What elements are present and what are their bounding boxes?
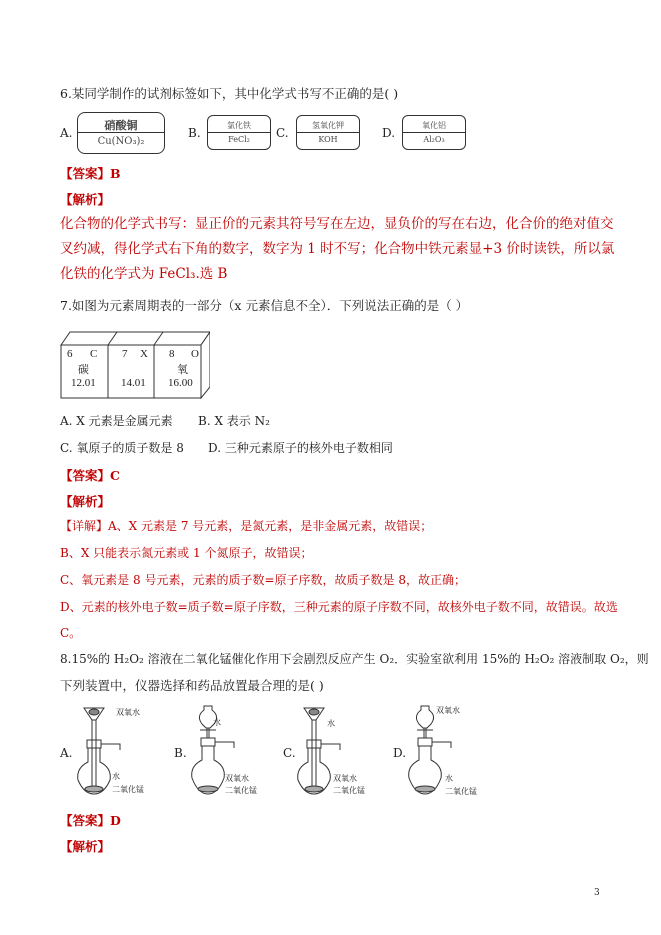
divider xyxy=(297,132,359,133)
q8-analysis-label: 【解析】 xyxy=(60,839,111,854)
q8-option-c-letter: C. xyxy=(283,746,296,760)
cell-x-symbol: X xyxy=(140,348,148,360)
q6-option-a-letter: A. xyxy=(60,126,73,140)
q7-detail-line: B、X 只能表示氮元素或 1 个氮原子，故错误； xyxy=(60,546,313,560)
q6-option-d-label xyxy=(402,115,466,150)
q6-option-c-name: 氢氧化钾 xyxy=(312,121,344,130)
q7-option-d: D. 三种元素原子的核外电子数相同 xyxy=(208,441,393,455)
apparatus-b-label1: 水 xyxy=(213,718,221,727)
cell-o-mass: 16.00 xyxy=(168,377,193,389)
apparatus-c-label2: 双氧水 xyxy=(333,774,357,783)
q6-stem: 6.某同学制作的试剂标签如下，其中化学式书写不正确的是( ) xyxy=(60,86,399,101)
cell-c-symbol: C xyxy=(90,348,98,360)
q8-option-b-letter: B. xyxy=(174,746,187,760)
q8-option-a-letter: A. xyxy=(60,746,73,760)
q6-option-c-label xyxy=(296,115,360,150)
q6-option-b-letter: B. xyxy=(188,126,201,140)
q7-analysis-label: 【解析】 xyxy=(60,494,111,509)
apparatus-a-label2: 水 xyxy=(112,772,120,781)
divider xyxy=(78,132,164,133)
q8-answer: 【答案】D xyxy=(60,813,121,828)
q7-option-b: B. X 表示 N₂ xyxy=(198,414,270,428)
cell-x-mass: 14.01 xyxy=(121,377,146,389)
q6-explanation-line: 化铁的化学式为 FeCl₃.选 B xyxy=(60,266,228,282)
q6-option-a-name: 硝酸铜 xyxy=(104,119,138,132)
apparatus-a-label3: 二氧化锰 xyxy=(112,785,144,794)
q7-answer: 【答案】C xyxy=(60,468,120,483)
q6-option-c-letter: C. xyxy=(276,126,289,140)
q7-detail-line: C。 xyxy=(60,626,82,640)
q7-option-c: C. 氧原子的质子数是 8 xyxy=(60,441,184,455)
cell-c-number: 6 xyxy=(67,348,73,360)
apparatus-b-label2: 双氧水 xyxy=(225,774,249,783)
divider xyxy=(208,132,270,133)
q6-option-d-letter: D. xyxy=(382,126,396,140)
q6-analysis-label: 【解析】 xyxy=(60,192,111,207)
table-top-face xyxy=(61,332,210,345)
apparatus-c-label1: 水 xyxy=(327,719,335,728)
q7-detail-line: D、元素的核外电子数=质子数=原子序数，三种元素的原子序数不同，故核外电子数不同，故错误。故选 xyxy=(60,600,618,614)
q6-answer: 【答案】B xyxy=(60,166,121,181)
apparatus-a-label1: 双氧水 xyxy=(116,708,140,717)
cell-x-number: 7 xyxy=(122,348,128,360)
q7-stem: 7.如图为元素周期表的一部分（x 元素信息不全）．下列说法正确的是（ ） xyxy=(60,298,469,313)
apparatus-d-label2: 水 xyxy=(445,774,453,783)
q8-stem-line1: 8.15%的 H₂O₂ 溶液在二氧化锰催化作用下会剧烈反应产生 O₂．实验室欲利用 15%的 H₂O₂ 溶液制取 O₂，则 xyxy=(60,652,649,666)
q6-option-d-name: 氧化铝 xyxy=(422,121,446,130)
cell-o-number: 8 xyxy=(169,348,175,360)
apparatus-d-label3: 二氧化锰 xyxy=(445,787,477,796)
q7-detail-line: C、氧元素是 8 号元素，元素的质子数=原子序数，故质子数是 8，故正确； xyxy=(60,573,466,587)
q6-option-c-formula: KOH xyxy=(318,135,338,144)
q6-option-d-formula: Al₂O₃ xyxy=(423,135,445,144)
q7-option-a: A. X 元素是金属元素 xyxy=(60,414,173,428)
q6-option-a-formula: Cu(NO₃)₂ xyxy=(97,136,145,147)
page-number: 3 xyxy=(594,888,600,898)
apparatus-c-label3: 二氧化锰 xyxy=(333,786,365,795)
cell-o-name: 氧 xyxy=(177,364,188,376)
q7-detail-line: 【详解】A、X 元素是 7 号元素，是氮元素，是非金属元素，故错误； xyxy=(60,519,433,533)
cell-c-mass: 12.01 xyxy=(71,377,96,389)
q6-option-b-label xyxy=(207,115,271,150)
q6-explanation xyxy=(60,212,620,287)
q8-option-d-letter: D. xyxy=(393,746,407,760)
apparatus-d-label1: 双氧水 xyxy=(436,706,460,715)
q6-option-a-label xyxy=(77,112,165,154)
cell-c-name: 碳 xyxy=(78,364,89,376)
cell-o-symbol: O xyxy=(191,348,199,360)
q6-option-b-formula: FeCl₂ xyxy=(228,135,250,144)
q6-explanation-line: 叉约减，得化学式右下角的数字，数字为 1 时不写；化合物中铁元素显+3 价时读铁，所以氯 xyxy=(60,241,615,257)
q8-stem-line2: 下列装置中，仪器选择和药品放置最合理的是( ) xyxy=(60,678,324,693)
apparatus-b-label3: 二氧化锰 xyxy=(225,786,257,795)
divider xyxy=(403,132,465,133)
q6-option-b-name: 氯化铁 xyxy=(227,121,251,130)
q6-explanation-line: 化合物的化学式书写：显正价的元素其符号写在左边，显负价的写在右边，化合价的绝对值交 xyxy=(60,216,614,232)
